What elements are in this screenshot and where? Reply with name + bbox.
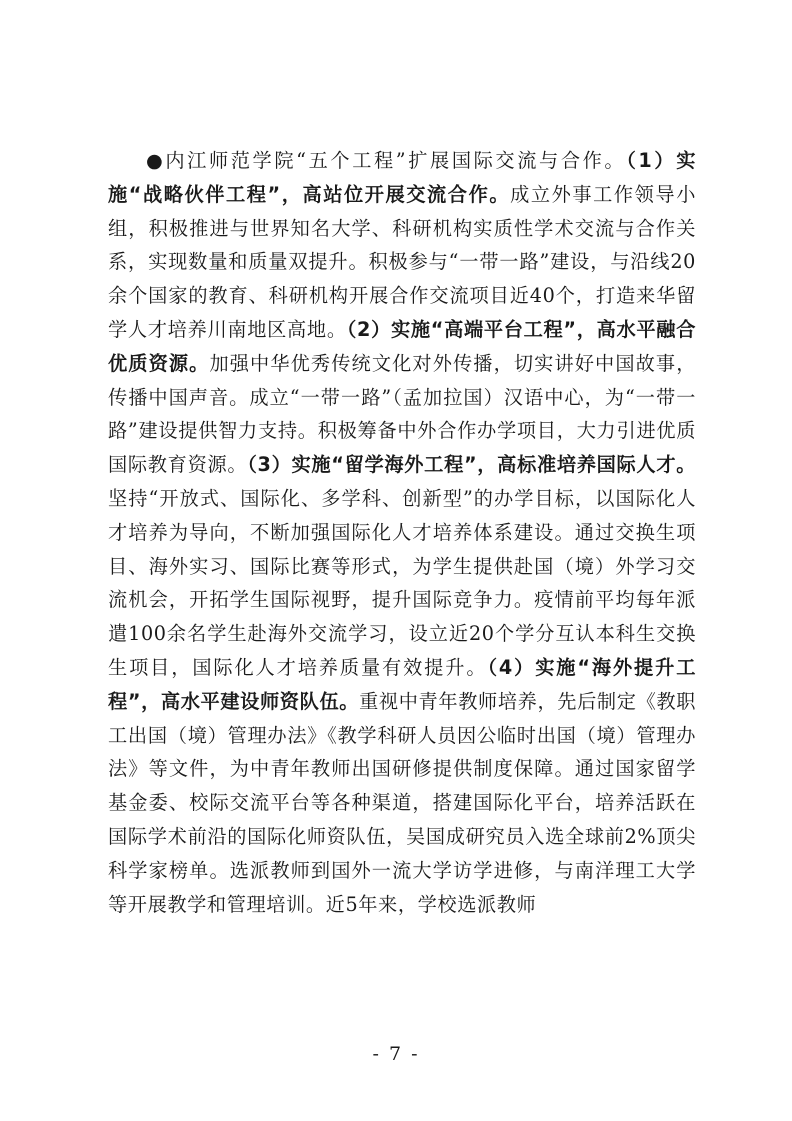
section-3-text: 坚持“开放式、国际化、多学科、创新型”的办学目标，以国际化人才培养为导向，不断加强国际化人才培养体系建设。通过交换生项目、海外实习、国际比赛等形式，为学生提供赴国（境）外学习交流机会，开拓学生国际视野，提升国际竞争力。疫情前平均每年派遣100余名学生赴海外交流学习，设立近20个学分互认本科生交换生项目，国际化人才培养质量有效提升。 [108,486,696,679]
page-number: - 7 - [372,1043,420,1065]
section-1-heading: （1）实施“战略伙伴工程”，高站位开展交流合作。 [108,149,696,206]
section-2-text: 加强中华优秀传统文化对外传播，切实讲好中国故事，传播中国声音。成立“一带一路”（孟加拉国）汉语中心，为“一带一路”建设提供智力支持。积极筹备中外合作办学项目，大力引进优质国际教育资源。 [108,351,696,477]
section-3-heading: （3）实施“留学海外工程”，高标准培养国际人才。 [247,453,697,477]
body-paragraph [108,144,696,921]
section-1-text: 成立外事工作领导小组，积极推进与世界知名大学、科研机构实质性学术交流与合作关系，实现数量和质量双提升。积极参与“一带一路”建设，与沿线20余个国家的教育、科研机构开展合作交流项目近40个，打造来华留学人才培养川南地区高地。 [108,182,696,341]
section-2-heading: （2）实施“高端平台工程”，高水平融合优质资源。 [108,317,696,375]
section-4-heading: （4）实施“海外提升工程”，高水平建设师资队伍。 [108,655,696,713]
section-4-text: 重视中青年教师培养，先后制定《教职工出国（境）管理办法》《教学科研人员因公临时出国（境）管理办法》等文件，为中青年教师出国研修提供制度保障。通过国家留学基金委、校际交流平台等各种渠道，搭建国际化平台，培养活跃在国际学术前沿的国际化师资队伍，吴国成研究员入选全球前2%顶尖科学家榜单。选派教师到国外一流大学访学进修，与南洋理工大学等开展教学和管理培训。近5年来，学校选派教师 [108,689,696,916]
paragraph-title: ●内江师范学院“五个工程”扩展国际交流与合作。 [146,149,627,172]
